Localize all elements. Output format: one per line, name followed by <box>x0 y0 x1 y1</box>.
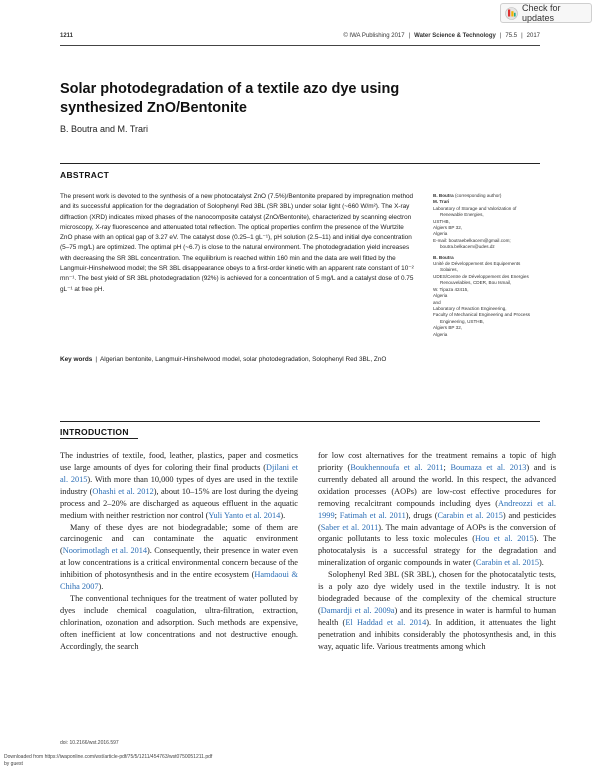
affiliation-line: Algeria <box>433 231 448 237</box>
introduction-underline <box>60 438 138 439</box>
corresponding-author-note: (corresponding author) <box>454 193 502 198</box>
journal-year: 2017 <box>526 33 540 39</box>
paragraph <box>318 569 556 652</box>
download-footer <box>4 754 212 767</box>
paragraph <box>318 450 556 569</box>
publisher-copyright: © IWA Publishing 2017 <box>343 33 405 39</box>
doi: doi: 10.2166/wst.2016.597 <box>60 740 119 746</box>
article-authors: B. Boutra and M. Trari <box>60 124 149 134</box>
text-run: ; <box>334 510 340 520</box>
affiliation-line: Unité de Développement des Equipements <box>433 261 521 267</box>
text-run: ). With more than 10,000 types of dyes are used in the textile industry ( <box>60 474 298 496</box>
text-run: ). <box>539 558 544 568</box>
text-run: Many of these dyes are not biodegradable; some of them are carcinogenic and can contaminate the aquatic environment ( <box>60 522 298 556</box>
email-line[interactable]: boutra.belkacem@udes.dz <box>440 244 495 250</box>
affiliation-line: Algiers BP 32, <box>433 225 463 231</box>
check-for-updates-button[interactable] <box>500 3 592 23</box>
affiliation-author-1: B. Boutra <box>433 193 454 198</box>
text-run: ). <box>280 510 286 520</box>
text-run: Solophenyl Red 3BL (SR 3BL), chosen for the photocatalytic tests, is a poly azo dye widely used in the textile industry. It is not biodegraded because of the complexity of the chemical structure ( <box>318 570 556 615</box>
text-run: ). The main advantage of AOPs is the conversion of organic pollutants to less toxic molecules ( <box>318 522 556 544</box>
affiliation-line: Solaires, <box>440 267 458 273</box>
introduction-divider <box>60 421 540 422</box>
citation-link[interactable]: Ohashi et al. 2012 <box>92 486 154 496</box>
journal-name: Water Science & Technology <box>414 33 496 39</box>
citation-link[interactable]: Andreozzi et al. 1999 <box>318 498 556 520</box>
citation-link[interactable]: El Haddad et al. 2014 <box>345 617 427 627</box>
affiliation-line: Algiers BP 32, <box>433 325 463 331</box>
text-run: ; <box>443 462 451 472</box>
affiliation-line: USTHB, <box>433 218 450 224</box>
abstract-text: The present work is devoted to the synthesis of a new photocatalyst ZnO (7.5%)/Bentonite prepared by impregnation method and its successful application for the degradation of Solophenyl Red 3BL (SR 3BL) under solar light (~660 W/m²). The X-ray diffraction (XRD) indicates mixed phases of the nanocomposite catalyst (ZnO/Bentonite), characterized by scanning electron microscopy, X-ray fluorescence and attenuated total reflection. The optical properties confirm the presence of the Wurtzite ZnO phase with an optical gap of 3.27 eV. The catalyst dose (0.25–1 gL⁻¹), pH solution (2.5–11) and initial dye concentration (5–75 mg/L) are optimized. The optimal pH (~6.7) is close to the natural environment. The photodegradation yield increases with decreasing the SR 3BL concentration. The equilibrium is reached within 160 min and the data are well fitted by the Langmuir-Hinshelwood model; the SR 3BL disappearance obeys to a first-order kinetic with an apparent rate constant of 10⁻² mn⁻¹. The best yield of SR 3BL photodegradation (92%) is achieved for a concentration of 5 mg/L and a catalyst dose of 0.75 gL⁻¹ at free pH. <box>60 193 414 293</box>
keywords-row: Key words | Algerian bentonite, Langmuir-Hinshelwood model, solar photodegradation, Solophenyl Red 3BL, ZnO <box>60 355 418 365</box>
paragraph <box>60 593 298 653</box>
affiliation-line: Renouvelables, CDER, Bou Ismail, <box>440 280 512 286</box>
paragraph <box>60 450 298 522</box>
citation-link[interactable]: Hamdaoui & Chiha 2007 <box>60 570 298 592</box>
citation-link[interactable]: Fatimah et al. 2011 <box>339 510 406 520</box>
citation-link[interactable]: Damardji et al. 2009a <box>320 605 395 615</box>
text-run: ), about 10–15% are lost during the dyeing process and 2–20% are discharged as aqueous effluent in the aquatic medium with neither restriction nor control ( <box>60 486 298 520</box>
citation-link[interactable]: Hou et al. 2015 <box>475 534 534 544</box>
citation-link[interactable]: Boukhennoufa et al. 2011 <box>350 462 444 472</box>
citation-link[interactable]: Carabin et al. 2015 <box>437 510 503 520</box>
keywords-label: Key words <box>60 356 93 363</box>
text-run: ) and its presence in water is harmful to human health ( <box>318 605 556 627</box>
text-run: ). In addition, it attenuates the light penetration and inhibits considerably the photosynthesis and, in this way, aquatic life. Various treatments among which <box>318 617 556 651</box>
abstract-divider <box>60 163 540 164</box>
introduction-column-left <box>60 450 298 653</box>
paragraph <box>60 522 298 594</box>
affiliation-line: Laboratory of Storage and Valorization of <box>433 205 517 211</box>
check-for-updates-label: Check for updates <box>522 3 561 23</box>
text-run: The conventional techniques for the treatment of water polluted by dyes include chemical coagulation, ultra-filtration, extraction, chlorination, ozonation and adsorption. Such methods are expensive, often inefficient at low concentrations and not destructive enough. Accordingly, the search <box>60 594 298 651</box>
text-run: ) and pesticides ( <box>318 510 556 532</box>
affiliation-line: W. Tipaza 42415, <box>433 286 469 292</box>
affiliation-line: Algeria <box>433 293 448 299</box>
text-run: ). Consequently, their presence in water even at low concentrations is a critical environmental concern because of the inhibition of photosynthesis and in the entire ecosystem ( <box>60 546 298 580</box>
abstract-heading: ABSTRACT <box>60 170 110 180</box>
author-affiliations <box>433 193 558 338</box>
affiliation-author-1b: B. Boutra <box>433 254 454 260</box>
text-run: ). The photocatalysis is a successful strategy for the degradation and mineralization of organic compounds in water ( <box>318 534 556 568</box>
introduction-heading: INTRODUCTION <box>60 427 129 437</box>
text-run: ), drugs ( <box>405 510 438 520</box>
affiliation-line: Engineering, USTHB, <box>440 318 484 324</box>
download-source: Downloaded from https://iwaponline.com/wst/article-pdf/75/5/1211/454763/wst0750051211.pdf <box>4 754 213 760</box>
affiliation-line: Algeria <box>433 331 448 337</box>
citation-link[interactable]: Saber et al. 2011 <box>320 522 379 532</box>
text-run: The industries of textile, food, leather, plastics, paper and cosmetics use large amounts of dyes for coloring their final products ( <box>60 451 298 472</box>
download-user: by guest <box>4 760 23 767</box>
affiliation-line: Renewable Energies, <box>440 212 484 218</box>
citation-link[interactable]: Djilani et al. 2015 <box>60 462 299 484</box>
journal-volume: 75.5 <box>505 33 518 39</box>
citation-link[interactable]: Boumaza et al. 2013 <box>450 462 527 472</box>
affiliation-author-2: M. Trari <box>433 199 450 205</box>
affiliation-line: and <box>433 299 441 305</box>
update-badge-icon <box>505 7 518 20</box>
text-run: for low cost alternatives for the treatment remains a topic of high priority ( <box>318 451 556 472</box>
citation-link[interactable]: Noorimotlagh et al. 2014 <box>62 546 148 556</box>
email-line[interactable]: E-mail: boutraebelkacem@gmail.com; <box>433 237 511 243</box>
page-number: 1211 <box>60 33 74 39</box>
affiliation-line: Faculty of Mechanical Engineering and Process <box>433 312 531 318</box>
citation-link[interactable]: Carabin et al. 2015 <box>475 558 540 568</box>
introduction-column-right <box>318 450 556 653</box>
keywords-list: Algerian bentonite, Langmuir-Hinshelwood model, solar photodegradation, Solophenyl Red 3BL, ZnO <box>100 356 387 363</box>
text-run: ). <box>98 582 104 592</box>
article-title: Solar photodegradation of a textile azo dye using synthesized ZnO/Bentonite <box>60 81 400 116</box>
text-run: ) and is currently debated all around the world. In this respect, the advanced oxidation processes (AOPs) are low-cost effective procedures for removing recalcitrant compounds including dyes ( <box>318 462 556 508</box>
affiliation-line: Laboratory of Reaction Engineering, <box>433 305 507 311</box>
affiliation-line: UDES/Centre de Développement des Energies <box>433 273 529 279</box>
header-divider <box>60 45 540 46</box>
citation-link[interactable]: Yuli Yanto et al. 2014 <box>208 510 281 520</box>
